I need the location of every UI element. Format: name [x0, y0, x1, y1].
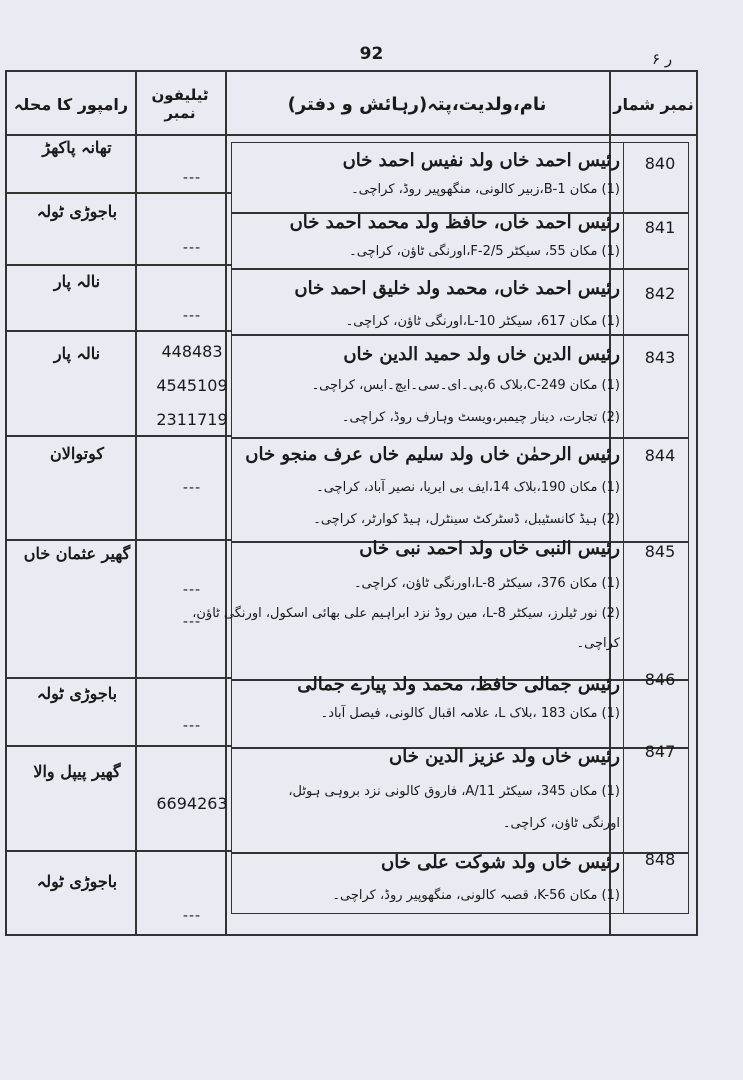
- address-line: (1) مکان B-1،زبیر کالونی، منگھوپیر روڈ، کراچی۔: [351, 182, 620, 197]
- mohalla: گھیر عثمان خاں: [23, 544, 131, 563]
- address-line: (2) نور ٹیلرز، سیکٹر L-8، مین روڈ نزد ابراہیم علی بھائی اسکول، اورنگی ٹاؤن،: [192, 606, 620, 621]
- phone-empty: ---: [182, 170, 202, 186]
- row-separator: [7, 435, 231, 437]
- mohalla: تھانہ پاکھڑ: [42, 138, 112, 157]
- mohalla: نالہ پار: [53, 272, 101, 291]
- mohalla: گھیر پیپل والا: [33, 762, 121, 781]
- address-line: (1) مکان C-249،بلاک 6،پی۔ای۔سی۔ایچ۔ایس، کراچی۔: [311, 378, 620, 393]
- serial-frame: [623, 142, 689, 914]
- person-name: رئیس الرحمٰن خاں ولد سلیم خاں عرف منجو خاں: [245, 444, 620, 465]
- corner-mark: ر ۶: [652, 50, 673, 68]
- phone-empty: ---: [182, 582, 202, 598]
- row-separator: [231, 334, 689, 336]
- address-line: کراچی۔: [576, 636, 620, 651]
- phone-empty: ---: [182, 480, 202, 496]
- serial-number: 840: [644, 154, 676, 173]
- row-separator: [7, 264, 231, 266]
- mohalla: کوتوالان: [50, 444, 104, 463]
- person-name: رئیس خاں ولد شوکت علی خاں: [380, 852, 620, 873]
- page-number: 92: [359, 44, 384, 64]
- address-line: (1) مکان K-56، قصبہ کالونی، منگھوپیر روڈ، کراچی۔: [332, 888, 620, 903]
- serial-number: 846: [644, 670, 676, 689]
- serial-number: 842: [644, 284, 676, 303]
- address-line: (1) مکان 190،بلاک 14،ایف بی ایریا، نصیر آباد، کراچی۔: [316, 480, 620, 495]
- person-name: رئیس الدین خاں ولد حمید الدین خاں: [343, 344, 620, 365]
- person-name: رئیس جمالی حافظ، محمد ولد پیارے جمالی: [297, 674, 620, 695]
- serial-number: 844: [644, 446, 676, 465]
- header-name: نام،ولدیت،پتہ(رہائش و دفتر): [287, 93, 547, 115]
- phone-number: 2311719: [156, 410, 228, 429]
- mohalla: نالہ پار: [53, 344, 101, 363]
- row-separator: [231, 437, 689, 439]
- serial-number: 843: [644, 348, 676, 367]
- address-line: (2) ہیڈ کانسٹیبل، ڈسٹرکٹ سینٹرل، ہیڈ کوارٹر، کراچی۔: [313, 512, 620, 527]
- phone-number: 448483: [161, 342, 223, 361]
- phone-empty: ---: [182, 908, 202, 924]
- mohalla: باجوڑی ٹولہ: [36, 202, 118, 221]
- address-line: (1) مکان 345، سیکٹر 11/A، فاروق کالونی نزد بروہی ہوٹل،: [288, 784, 620, 799]
- header-divider: [7, 134, 696, 136]
- person-name: رئیس احمد خاں، محمد ولد خلیق احمد خاں: [294, 278, 620, 299]
- person-name: رئیس النبی خاں ولد احمد نبی خاں: [359, 538, 620, 559]
- person-name: رئیس احمد خاں ولد نفیس احمد خاں: [342, 150, 620, 171]
- mohalla: باجوڑی ٹولہ: [36, 872, 118, 891]
- register-table: [5, 70, 698, 936]
- address-line: (2) تجارت، دینار چیمبر،ویسٹ وہارف روڈ، کراچی۔: [341, 410, 620, 425]
- phone-empty: ---: [182, 718, 202, 734]
- phone-empty: ---: [182, 308, 202, 324]
- header-serial: نمبر شمار: [613, 94, 694, 114]
- mohalla: باجوڑی ٹولہ: [36, 684, 118, 703]
- header-mohalla: رامپور کا محلہ: [13, 94, 129, 114]
- phone-empty: ---: [182, 614, 202, 630]
- row-separator: [231, 268, 689, 270]
- person-name: رئیس خاں ولد عزیز الدین خاں: [389, 746, 620, 767]
- address-line: (1) مکان 376، سیکٹر L-8،اورنگی ٹاؤن، کراچی۔: [353, 576, 620, 591]
- serial-number: 848: [644, 850, 676, 869]
- serial-number: 847: [644, 742, 676, 761]
- address-line: (1) مکان 617، سیکٹر L-10،اورنگی ٹاؤن، کراچی۔: [345, 314, 620, 329]
- header-phone: ٹیلیفون نمبر: [151, 86, 209, 122]
- serial-number: 841: [644, 218, 676, 237]
- phone-empty: ---: [182, 240, 202, 256]
- address-line: (1) مکان 183 ،بلاک L، علامہ اقبال کالونی، فیصل آباد۔: [320, 706, 620, 721]
- row-separator: [7, 330, 231, 332]
- address-line: (1) مکان 55، سیکٹر 5/F-2،اورنگی ٹاؤن، کراچی۔: [349, 244, 620, 259]
- person-name: رئیس احمد خاں، حافظ ولد محمد احمد خاں: [289, 212, 620, 233]
- serial-number: 845: [644, 542, 676, 561]
- address-line: اورنگی ٹاؤن، کراچی۔: [502, 816, 620, 831]
- phone-number: 6694263: [156, 794, 228, 813]
- phone-number: 4545109: [156, 376, 228, 395]
